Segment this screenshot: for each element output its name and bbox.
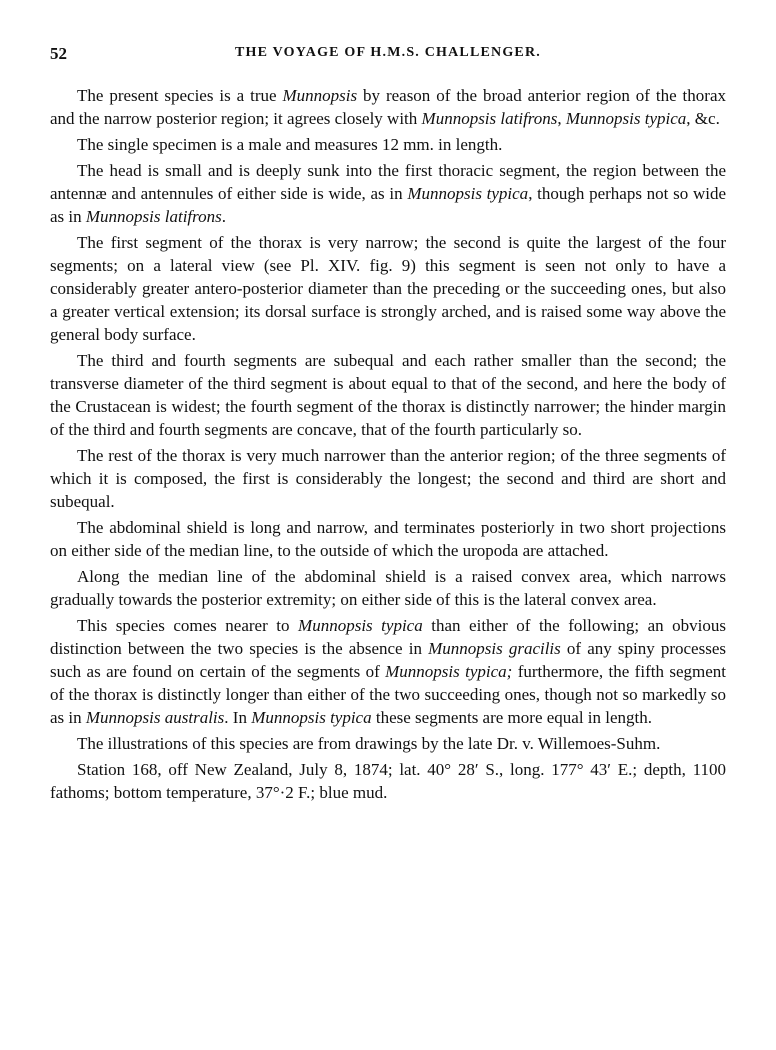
paragraph <box>50 732 726 755</box>
species-name: Munnopsis latifrons <box>421 109 558 128</box>
paragraph-text: these segments are more equal in length. <box>371 708 653 727</box>
page-number: 52 <box>50 44 67 63</box>
paragraph-text: . In <box>224 708 252 727</box>
paragraph-text: . <box>221 207 226 226</box>
paragraph-text: The rest of the thorax is very much narrower than the anterior region; of the three segments of which it is composed, the first is considerably the longest; the second and third are short and subequal. <box>50 446 726 511</box>
paragraph-text: The first segment of the thorax is very narrow; the second is quite the largest of the four segments; on a lateral view (see Pl. XIV. fig. 9) this segment is seen not only to have a considerably greater antero-posterior diameter than the preceding or the succeeding ones, but also a greater vertical extension; its dorsal surface is strongly arched, and is raised some way above the general body surface. <box>50 233 726 344</box>
body-text <box>50 84 726 807</box>
paragraph-text: , &c. <box>686 109 720 128</box>
species-name: Munnopsis australis <box>85 708 225 727</box>
paragraph-text: The illustrations of this species are from drawings by the late Dr. v. Willemoes-Suhm. <box>77 734 661 753</box>
paragraph <box>50 159 726 228</box>
paragraph <box>50 565 726 611</box>
paragraph-text: of any spiny processes such as are found on certain of the segments of <box>50 639 726 681</box>
running-head: THE VOYAGE OF H.M.S. CHALLENGER. <box>235 45 541 60</box>
species-name: Munnopsis gracilis <box>428 639 561 658</box>
species-name: Munnopsis <box>282 86 358 105</box>
paragraph <box>50 614 726 729</box>
paragraph-text: The abdominal shield is long and narrow, and terminates posteriorly in two short projections on either side of the median line, to the outside of which the uropoda are attached. <box>50 518 726 560</box>
paragraph <box>50 84 726 130</box>
paragraph-text: The third and fourth segments are subequal and each rather smaller than the second; the transverse diameter of the third segment is about equal to that of the second, and here the body of the Crustacean is widest; the fourth segment of the thorax is distinctly narrower; the hinder margin of the third and fourth segments are concave, that of the fourth particularly so. <box>50 351 726 439</box>
species-name: Munnopsis typica <box>298 616 423 635</box>
page-header <box>50 44 726 68</box>
paragraph <box>50 516 726 562</box>
paragraph-text: , though perhaps not so wide as in <box>50 184 726 226</box>
paragraph-text: Station 168, off New Zealand, July 8, 1874; lat. 40° 28′ S., long. 177° 43′ E.; depth, 1100 fathoms; bottom temperature, 37°·2 F.; blue mud. <box>50 760 726 802</box>
paragraph-text: The present species is a true <box>77 86 283 105</box>
paragraph-text: by reason of the broad anterior region of the thorax and the narrow posterior region; it agrees closely with <box>50 86 726 128</box>
paragraph <box>50 133 726 156</box>
species-name: Munnopsis typica; <box>385 662 513 681</box>
paragraph-text: furthermore, the fifth segment of the thorax is distinctly longer than either of the two succeeding ones, though not so markedly so as in <box>50 662 726 727</box>
paragraph-text: The single specimen is a male and measures 12 mm. in length. <box>77 135 503 154</box>
species-name: Munnopsis typica <box>565 109 687 128</box>
species-name: Munnopsis typica <box>251 708 372 727</box>
paragraph <box>50 444 726 513</box>
species-name: Munnopsis latifrons <box>85 207 222 226</box>
paragraph <box>50 231 726 346</box>
paragraph-text: The head is small and is deeply sunk into the first thoracic segment, the region between the antennæ and antennules of either side is wide, as in <box>50 161 726 203</box>
paragraph-text: than either of the following; an obvious distinction between the two species is the absence in <box>50 616 726 658</box>
paragraph-text: , <box>557 109 566 128</box>
paragraph-text: Along the median line of the abdominal shield is a raised convex area, which narrows gradually towards the posterior extremity; on either side of this is the lateral convex area. <box>50 567 726 609</box>
paragraph <box>50 349 726 441</box>
paragraph-text: This species comes nearer to <box>77 616 299 635</box>
paragraph <box>50 758 726 804</box>
species-name: Munnopsis typica <box>407 184 529 203</box>
